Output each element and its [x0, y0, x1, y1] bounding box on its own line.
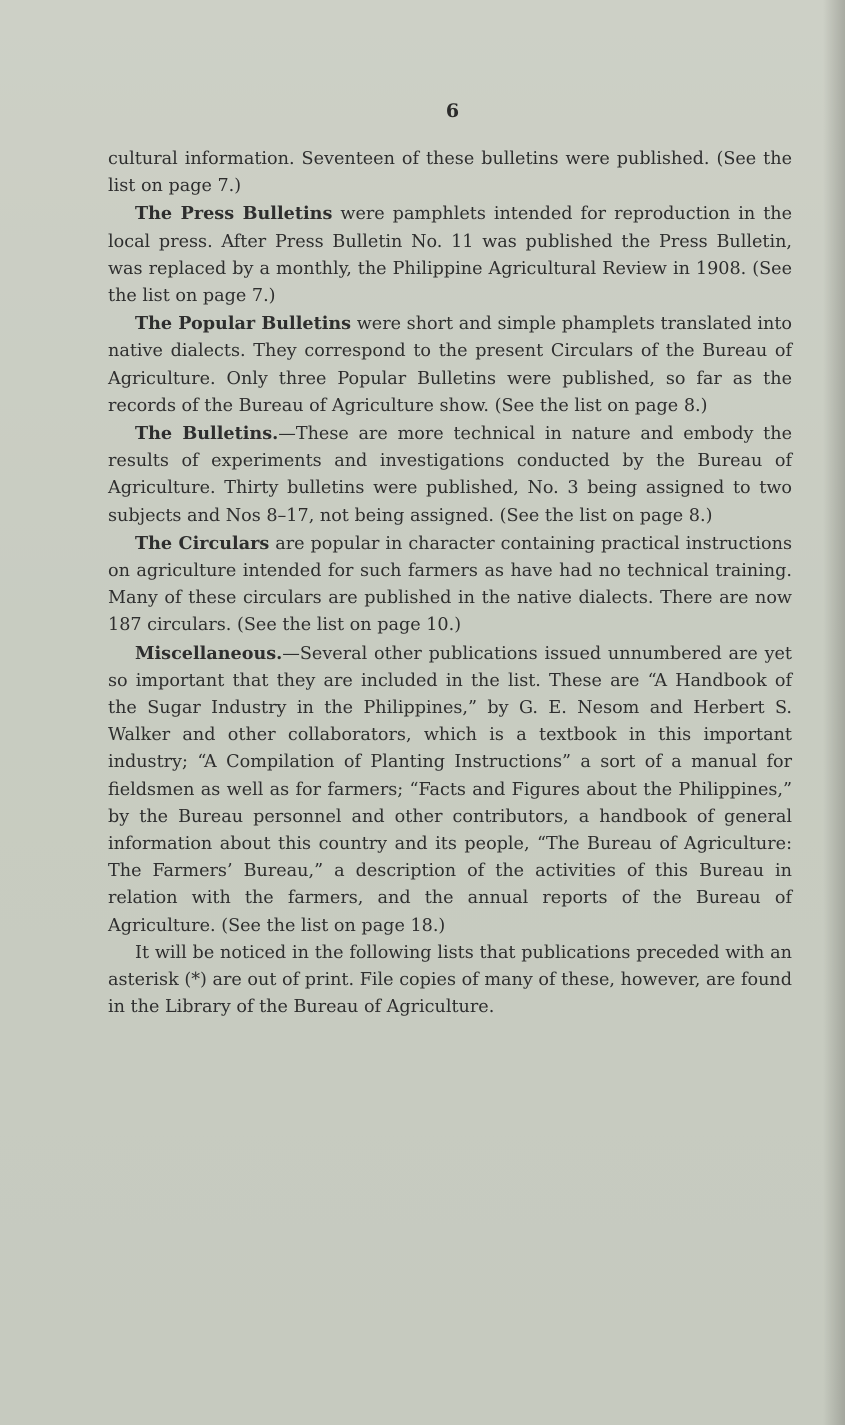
paragraph-lead: The Bulletins.: [135, 423, 279, 445]
paragraph-miscellaneous: [108, 640, 792, 940]
paragraph-text: —Several other publications issued unnumbered are yet so important that they are included in the list. These are “A Handbook of the Sugar Industry in the Philippines,” by G. E. Nesom and Herbert S. Walker and other collaborators, which is a textbook in this important industry; “A Compilation of Planting Instructions” a sort of a manual for fieldsmen as well as for farmers; “Facts and Figures about the Philippines,” by the Bureau personnel and other contributors, a handbook of general information about this country and its people, “The Bureau of Agriculture: The Farmers’ Bureau,” a description of the activities of this Bureau in relation with the farmers, and the annual reports of the Bureau of Agriculture. (See the list on page 18.): [108, 643, 792, 936]
paragraph-circulars: [108, 530, 792, 640]
paragraph-lead: Miscellaneous.: [135, 642, 283, 664]
paragraph-lead: The Popular Bulletins: [135, 313, 352, 335]
page-edge-shadow: [823, 0, 845, 1425]
paragraph-text: are popular in character containing practical instructions on agriculture intended for such farmers as have had no technical training. Many of these circulars are published in the native dialects. There are now 187 circulars. (See the list on page 10.): [108, 533, 792, 636]
paragraph-text: —These are more technical in nature and embody the results of experiments and investigations conducted by the Bureau of Agriculture. Thirty bulletins were published, No. 3 being assigned to two subjects and Nos 8–17, not being assigned. (See the list on page 8.): [108, 424, 793, 526]
body-text: [108, 146, 792, 1022]
paragraph-text: were pamphlets intended for reproduction in the local press. After Press Bulletin No. 11 was published the Press Bulletin, was replaced by a monthly, the Philippine Agricultural Review in 1908. (See the list on page 7.): [108, 204, 793, 307]
paragraph-continuation: [108, 146, 792, 200]
paragraph-lead: The Press Bulletins: [135, 203, 333, 225]
paragraph-bulletins: [108, 420, 792, 530]
paragraph-text: cultural information. Seventeen of these bulletins were published. (See the list on page 7.): [108, 149, 792, 197]
paragraph-lead: The Circulars: [135, 532, 270, 554]
paragraph-press-bulletins: [108, 200, 792, 310]
paragraph-text: It will be noticed in the following lists that publications preceded with an asterisk (*) are out of print. File copies of many of these, however, are found in the Library of the Bureau of Agriculture.: [108, 942, 792, 1018]
page-number: 6: [445, 100, 460, 122]
paragraph-asterisk-note: [108, 940, 792, 1022]
paragraph-text: were short and simple phamplets translated into native dialects. They correspond to the present Circulars of the Bureau of Agriculture. Only three Popular Bulletins were published, so far as the records of the Bureau of Agriculture show. (See the list on page 8.): [108, 314, 792, 416]
paragraph-popular-bulletins: [108, 310, 792, 420]
